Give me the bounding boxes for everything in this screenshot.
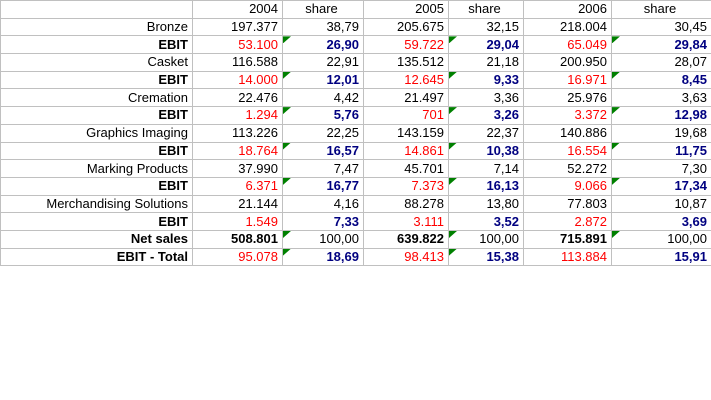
cell-share-2005[interactable]	[449, 18, 524, 36]
cell-value-2006[interactable]: 52.272	[524, 160, 612, 178]
cell-share-2006[interactable]	[612, 71, 711, 89]
cell-value-2006[interactable]: 218.004	[524, 18, 612, 36]
cell-share-text: 15,91	[674, 248, 707, 264]
cell-share-2005[interactable]	[449, 248, 524, 266]
error-indicator-icon	[283, 178, 291, 185]
cell-value-2006[interactable]: 200.950	[524, 54, 612, 72]
cell-share-text: 100,00	[479, 231, 519, 247]
error-indicator-icon	[283, 143, 291, 150]
cell-share-2004[interactable]	[283, 195, 364, 213]
cell-share-text: 12,01	[326, 72, 359, 88]
error-indicator-icon	[283, 72, 291, 79]
header-share-2006[interactable]: share	[612, 1, 711, 19]
cell-label[interactable]: EBIT	[1, 107, 193, 125]
cell-share-text: 29,84	[674, 36, 707, 52]
error-indicator-icon	[449, 107, 457, 114]
cell-share-2004[interactable]	[283, 177, 364, 195]
table-row	[1, 36, 711, 54]
cell-value-2006[interactable]: 25.976	[524, 89, 612, 107]
cell-share-2004[interactable]	[283, 124, 364, 142]
cell-share-text: 8,45	[681, 72, 707, 88]
cell-value-2006[interactable]: 65.049	[524, 36, 612, 54]
table-row	[1, 213, 711, 231]
cell-share-text: 7,33	[333, 213, 359, 229]
cell-value-2006[interactable]: 715.891	[524, 230, 612, 248]
cell-value-2004[interactable]: 1.294	[193, 107, 283, 125]
cell-share-2005[interactable]	[449, 160, 524, 178]
cell-value-2005[interactable]: 7.373	[364, 177, 449, 195]
cell-value-2006[interactable]: 113.884	[524, 248, 612, 266]
cell-label[interactable]: Graphics Imaging	[1, 124, 193, 142]
cell-share-2005[interactable]	[449, 89, 524, 107]
cell-value-2005[interactable]: 59.722	[364, 36, 449, 54]
cell-share-2006[interactable]	[612, 124, 711, 142]
cell-value-2005[interactable]: 12.645	[364, 71, 449, 89]
cell-share-text: 3,52	[493, 213, 519, 229]
error-indicator-icon	[612, 72, 620, 79]
cell-value-2005[interactable]: 3.111	[364, 213, 449, 231]
error-indicator-icon	[612, 231, 620, 238]
cell-share-2005[interactable]	[449, 213, 524, 231]
cell-share-2005[interactable]	[449, 54, 524, 72]
cell-share-2005[interactable]	[449, 124, 524, 142]
cell-label[interactable]: Casket	[1, 54, 193, 72]
error-indicator-icon	[612, 143, 620, 150]
cell-value-2004[interactable]: 21.144	[193, 195, 283, 213]
cell-value-2005[interactable]: 205.675	[364, 18, 449, 36]
cell-share-text: 15,38	[486, 248, 519, 264]
cell-share-text: 4,16	[333, 195, 359, 211]
cell-share-2004[interactable]	[283, 142, 364, 160]
cell-share-text: 17,34	[674, 178, 707, 194]
error-indicator-icon	[612, 36, 620, 43]
error-indicator-icon	[612, 178, 620, 185]
cell-label[interactable]: Merchandising Solutions	[1, 195, 193, 213]
cell-share-2004[interactable]	[283, 107, 364, 125]
header-empty-cell[interactable]	[1, 1, 193, 19]
cell-share-2004[interactable]	[283, 248, 364, 266]
cell-share-2006[interactable]	[612, 54, 711, 72]
cell-share-text: 21,18	[486, 54, 519, 70]
header-year-2004[interactable]: 2004	[193, 1, 283, 19]
cell-share-2006[interactable]	[612, 160, 711, 178]
cell-label[interactable]: Cremation	[1, 89, 193, 107]
cell-share-2004[interactable]	[283, 230, 364, 248]
cell-value-2004[interactable]: 53.100	[193, 36, 283, 54]
table-row	[1, 195, 711, 213]
cell-value-2004[interactable]: 14.000	[193, 71, 283, 89]
cell-share-2006[interactable]	[612, 230, 711, 248]
cell-share-2006[interactable]	[612, 177, 711, 195]
cell-value-2005[interactable]: 21.497	[364, 89, 449, 107]
cell-share-2006[interactable]	[612, 248, 711, 266]
cell-share-text: 100,00	[319, 231, 359, 247]
cell-share-text: 3,63	[681, 89, 707, 105]
cell-share-2004[interactable]	[283, 36, 364, 54]
table-row	[1, 230, 711, 248]
cell-share-text: 30,45	[674, 19, 707, 35]
cell-share-2006[interactable]	[612, 213, 711, 231]
cell-label[interactable]: EBIT	[1, 142, 193, 160]
cell-share-2004[interactable]	[283, 89, 364, 107]
cell-value-2004[interactable]: 113.226	[193, 124, 283, 142]
cell-value-2005[interactable]: 14.861	[364, 142, 449, 160]
cell-share-text: 32,15	[486, 19, 519, 35]
cell-value-2004[interactable]: 1.549	[193, 213, 283, 231]
cell-value-2006[interactable]: 9.066	[524, 177, 612, 195]
cell-share-text: 7,47	[333, 160, 359, 176]
cell-share-text: 12,98	[674, 107, 707, 123]
error-indicator-icon	[449, 249, 457, 256]
cell-value-2005[interactable]: 143.159	[364, 124, 449, 142]
cell-value-2006[interactable]: 16.554	[524, 142, 612, 160]
cell-value-2004[interactable]: 116.588	[193, 54, 283, 72]
cell-share-text: 9,33	[493, 72, 519, 88]
cell-value-2004[interactable]: 22.476	[193, 89, 283, 107]
cell-share-text: 7,14	[493, 160, 519, 176]
cell-share-text: 26,90	[326, 36, 359, 52]
cell-value-2004[interactable]: 37.990	[193, 160, 283, 178]
cell-share-text: 28,07	[674, 54, 707, 70]
cell-share-text: 13,80	[486, 195, 519, 211]
header-share-2005[interactable]: share	[449, 1, 524, 19]
header-year-2006[interactable]: 2006	[524, 1, 612, 19]
cell-value-2004[interactable]: 197.377	[193, 18, 283, 36]
cell-share-2004[interactable]	[283, 71, 364, 89]
cell-value-2005[interactable]: 639.822	[364, 230, 449, 248]
cell-share-2004[interactable]	[283, 213, 364, 231]
table-row	[1, 54, 711, 72]
cell-value-2006[interactable]: 140.886	[524, 124, 612, 142]
cell-share-2004[interactable]	[283, 160, 364, 178]
cell-share-text: 11,75	[675, 142, 707, 158]
cell-label[interactable]: Marking Products	[1, 160, 193, 178]
table-row	[1, 248, 711, 266]
table-row	[1, 124, 711, 142]
cell-share-2004[interactable]	[283, 54, 364, 72]
table-row	[1, 18, 711, 36]
cell-share-2005[interactable]	[449, 230, 524, 248]
cell-value-2005[interactable]: 45.701	[364, 160, 449, 178]
cell-share-text: 22,37	[486, 125, 519, 141]
cell-share-text: 7,30	[681, 160, 707, 176]
cell-label[interactable]: Bronze	[1, 18, 193, 36]
table-row	[1, 160, 711, 178]
error-indicator-icon	[449, 143, 457, 150]
cell-value-2005[interactable]: 88.278	[364, 195, 449, 213]
error-indicator-icon	[449, 178, 457, 185]
cell-share-2006[interactable]	[612, 18, 711, 36]
cell-share-text: 19,68	[674, 125, 707, 141]
table-row	[1, 177, 711, 195]
cell-value-2004[interactable]: 18.764	[193, 142, 283, 160]
error-indicator-icon	[283, 249, 291, 256]
cell-share-text: 16,77	[326, 178, 359, 194]
cell-share-text: 16,57	[326, 142, 359, 158]
cell-label[interactable]: EBIT	[1, 71, 193, 89]
cell-share-text: 16,13	[486, 178, 519, 194]
error-indicator-icon	[449, 36, 457, 43]
cell-value-2005[interactable]: 701	[364, 107, 449, 125]
cell-value-2006[interactable]: 3.372	[524, 107, 612, 125]
cell-share-2005[interactable]	[449, 36, 524, 54]
cell-share-text: 29,04	[486, 36, 519, 52]
error-indicator-icon	[283, 231, 291, 238]
cell-share-2004[interactable]	[283, 18, 364, 36]
cell-value-2005[interactable]: 135.512	[364, 54, 449, 72]
cell-share-text: 5,76	[333, 107, 359, 123]
cell-share-2006[interactable]	[612, 142, 711, 160]
cell-share-text: 18,69	[326, 248, 359, 264]
cell-share-2005[interactable]	[449, 142, 524, 160]
cell-share-2005[interactable]	[449, 71, 524, 89]
error-indicator-icon	[449, 72, 457, 79]
cell-share-text: 3,26	[493, 107, 519, 123]
error-indicator-icon	[283, 36, 291, 43]
cell-value-2006[interactable]: 16.971	[524, 71, 612, 89]
table-row	[1, 107, 711, 125]
cell-value-2004[interactable]: 95.078	[193, 248, 283, 266]
table-row	[1, 89, 711, 107]
cell-share-2006[interactable]	[612, 36, 711, 54]
cell-label[interactable]: EBIT - Total	[1, 248, 193, 266]
cell-share-2006[interactable]	[612, 195, 711, 213]
error-indicator-icon	[612, 107, 620, 114]
table-row	[1, 142, 711, 160]
cell-share-text: 22,25	[326, 125, 359, 141]
cell-value-2005[interactable]: 98.413	[364, 248, 449, 266]
cell-share-text: 38,79	[326, 19, 359, 35]
header-year-2005[interactable]: 2005	[364, 1, 449, 19]
cell-label[interactable]: Net sales	[1, 230, 193, 248]
cell-share-text: 4,42	[333, 89, 359, 105]
header-share-2004[interactable]: share	[283, 1, 364, 19]
table-row	[1, 71, 711, 89]
cell-share-2006[interactable]	[612, 107, 711, 125]
cell-label[interactable]: EBIT	[1, 36, 193, 54]
cell-share-text: 3,36	[493, 89, 519, 105]
error-indicator-icon	[283, 107, 291, 114]
cell-label[interactable]: EBIT	[1, 213, 193, 231]
cell-label[interactable]: EBIT	[1, 177, 193, 195]
header-row	[1, 1, 711, 19]
cell-value-2006[interactable]: 2.872	[524, 213, 612, 231]
cell-share-text: 3,69	[681, 213, 707, 229]
cell-share-2005[interactable]	[449, 195, 524, 213]
error-indicator-icon	[449, 231, 457, 238]
cell-value-2006[interactable]: 77.803	[524, 195, 612, 213]
cell-value-2004[interactable]: 6.371	[193, 177, 283, 195]
cell-share-text: 22,91	[326, 54, 359, 70]
cell-value-2004[interactable]: 508.801	[193, 230, 283, 248]
cell-share-2006[interactable]	[612, 89, 711, 107]
cell-share-text: 10,87	[674, 195, 707, 211]
cell-share-2005[interactable]	[449, 107, 524, 125]
cell-share-text: 10,38	[486, 142, 519, 158]
cell-share-text: 100,00	[667, 231, 707, 247]
cell-share-2005[interactable]	[449, 177, 524, 195]
